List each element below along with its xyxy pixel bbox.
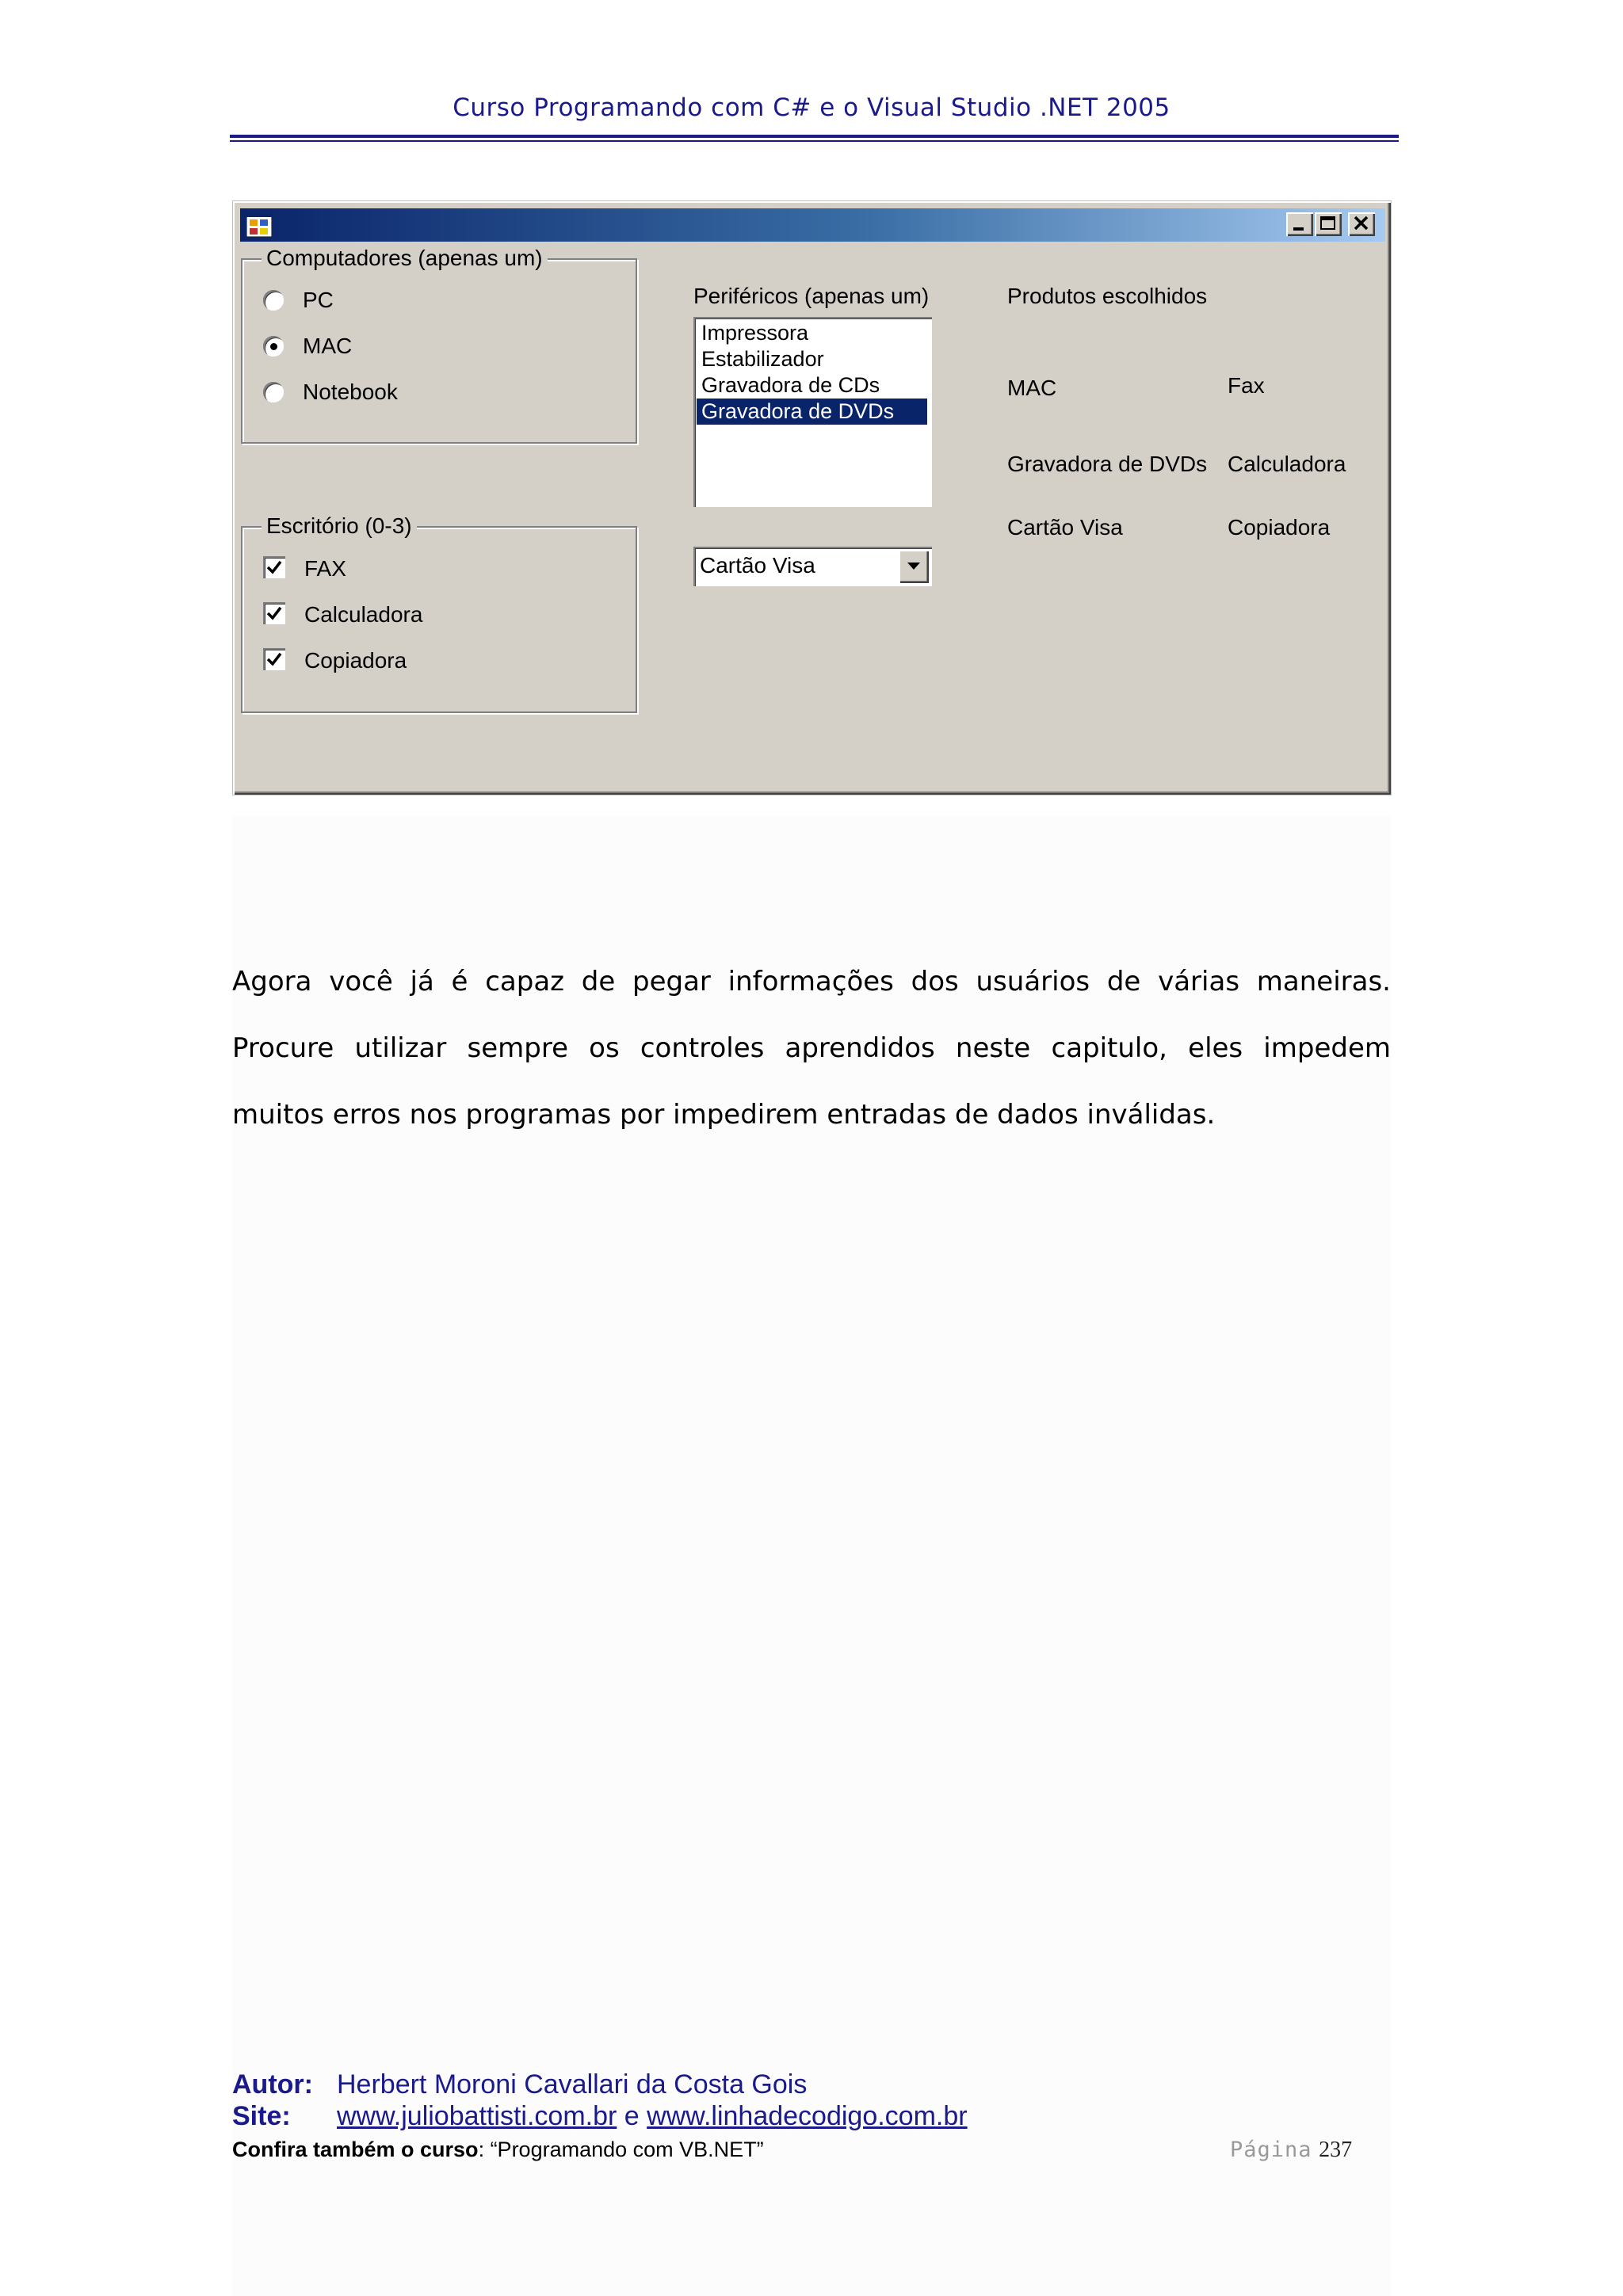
- maximize-button[interactable]: [1315, 212, 1342, 236]
- group-escritorio: [241, 513, 637, 713]
- footer-author-key: Autor:: [232, 2069, 313, 2100]
- checkbox-copiadora-label[interactable]: Copiadora: [304, 648, 407, 673]
- radio-pc-label[interactable]: PC: [303, 288, 334, 312]
- page-number-label: Página: [1230, 2138, 1312, 2162]
- perifericos-label: Periféricos (apenas um): [693, 284, 930, 308]
- list-item[interactable]: Estabilizador: [701, 347, 824, 371]
- window-titlebar[interactable]: [240, 208, 1385, 242]
- checkbox-calculadora-label[interactable]: Calculadora: [304, 602, 423, 627]
- paragraph-line: Agora você já é capaz de pegar informações dos usuários de várias maneiras.: [232, 966, 1391, 997]
- footer-site: [232, 2101, 968, 2132]
- checkbox-copiadora[interactable]: [263, 648, 285, 670]
- page-number: [1230, 2138, 1352, 2163]
- checkbox-calculadora[interactable]: [263, 602, 285, 624]
- checkbox-fax-label[interactable]: FAX: [304, 556, 346, 581]
- footer-site-key: Site:: [232, 2101, 291, 2131]
- footer-confira: [232, 2138, 764, 2162]
- minimize-icon: [1286, 212, 1313, 236]
- checkmark-icon: [265, 605, 283, 622]
- header-rule: [230, 135, 1399, 138]
- combobox-dropdown-button[interactable]: [899, 550, 929, 583]
- list-item[interactable]: Impressora: [701, 321, 809, 345]
- radio-notebook[interactable]: [263, 382, 284, 402]
- payment-combobox[interactable]: [693, 547, 932, 586]
- list-item[interactable]: Gravadora de CDs: [701, 373, 880, 397]
- minimize-button[interactable]: [1286, 212, 1313, 236]
- close-icon: [1348, 212, 1375, 236]
- radio-mac-label[interactable]: MAC: [303, 334, 353, 358]
- footer-confira-bold: Confira também o curso: [232, 2138, 479, 2161]
- paragraph-line: muitos erros nos programas por impedirem entradas de dados inválidas.: [232, 1099, 1216, 1131]
- chevron-down-icon: [899, 550, 929, 583]
- payment-combobox-value: Cartão Visa: [700, 553, 815, 578]
- radio-mac[interactable]: [263, 336, 284, 357]
- page-header-title: Curso Programando com C# e o Visual Studio .NET 2005: [453, 93, 1170, 122]
- produtos-label: Produtos escolhidos: [1007, 284, 1208, 308]
- close-button[interactable]: [1348, 212, 1375, 236]
- body-paragraph: [232, 948, 1391, 1148]
- perifericos-listbox[interactable]: [693, 317, 932, 507]
- header-rule-thin: [230, 140, 1399, 142]
- produto-escritorio-1: Fax: [1228, 373, 1265, 398]
- footer-link-juliobattisti[interactable]: www.juliobattisti.com.br: [337, 2101, 617, 2131]
- produto-periferico: Gravadora de DVDs: [1007, 452, 1208, 476]
- paragraph-line: Procure utilizar sempre os controles aprendidos neste capitulo, eles impedem: [232, 1032, 1391, 1064]
- footer-link-linhadecodigo[interactable]: www.linhadecodigo.com.br: [647, 2101, 968, 2131]
- group-computadores: [241, 246, 637, 444]
- group-computadores-label: Computadores (apenas um): [262, 246, 548, 271]
- group-escritorio-label: Escritório (0-3): [262, 513, 417, 539]
- footer-author: [232, 2069, 807, 2100]
- footer-site-separator: e: [617, 2101, 647, 2131]
- maximize-icon: [1315, 212, 1342, 236]
- produto-escritorio-2: Calculadora: [1228, 452, 1346, 476]
- radio-notebook-label[interactable]: Notebook: [303, 379, 398, 404]
- checkmark-icon: [265, 650, 283, 668]
- footer-confira-rest: : “Programando com VB.NET”: [478, 2138, 764, 2161]
- page-number-value: 237: [1319, 2138, 1353, 2162]
- produto-escritorio-3: Copiadora: [1228, 515, 1331, 540]
- produto-computador: MAC: [1007, 376, 1057, 400]
- footer-author-value: Herbert Moroni Cavallari da Costa Gois: [337, 2069, 808, 2100]
- radio-pc[interactable]: [263, 290, 284, 311]
- checkbox-fax[interactable]: [263, 556, 285, 578]
- list-item-selected[interactable]: Gravadora de DVDs: [697, 399, 927, 425]
- checkmark-icon: [265, 559, 283, 576]
- produto-pagamento: Cartão Visa: [1007, 515, 1123, 540]
- app-icon[interactable]: [246, 213, 272, 237]
- form-window: [232, 200, 1392, 795]
